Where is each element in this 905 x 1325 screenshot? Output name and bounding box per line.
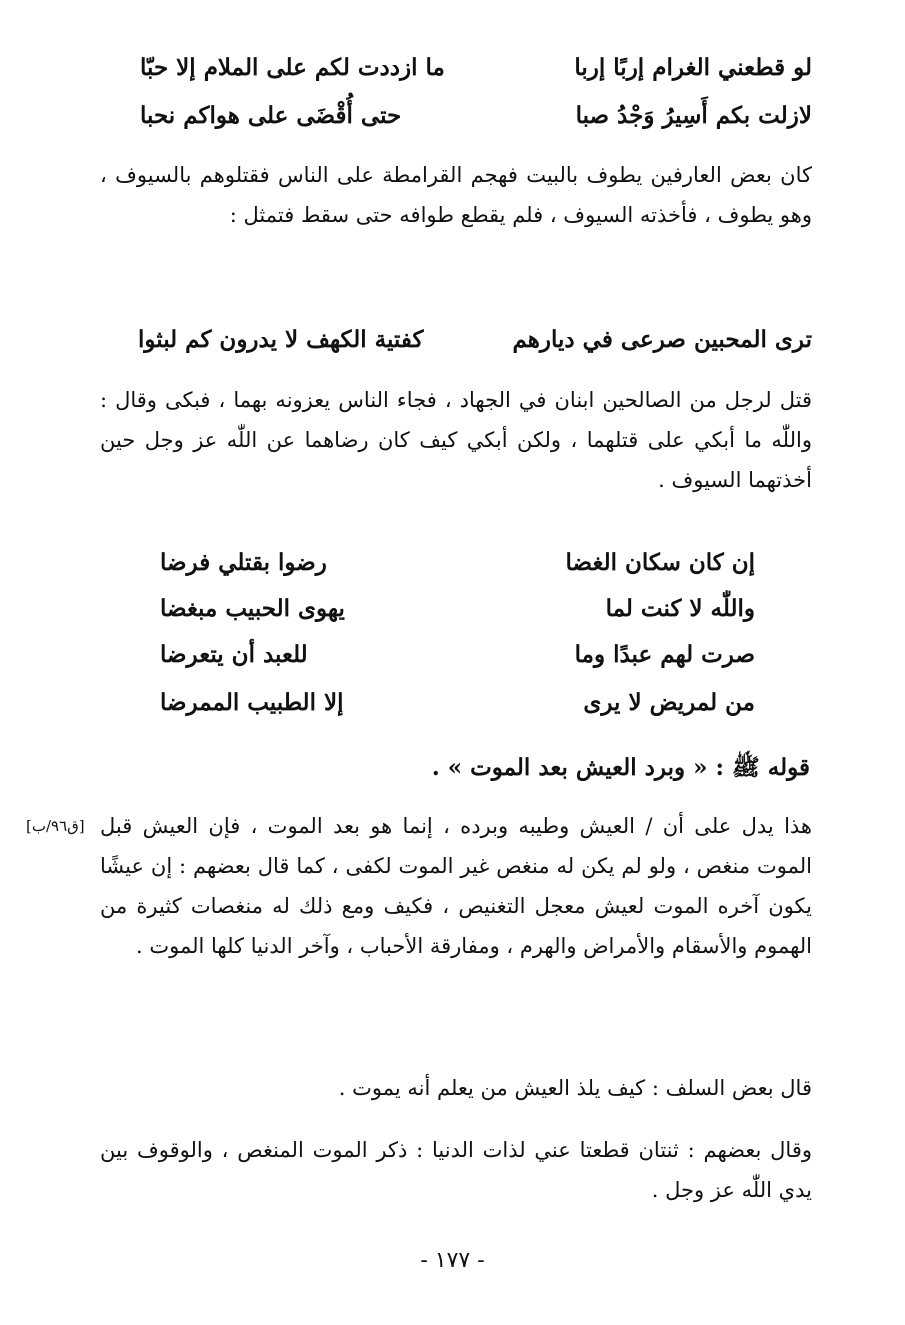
verse-line: [0, 320, 905, 360]
verse-second-hemistich: إلا الطبيب الممرضا: [160, 689, 344, 716]
verse-first-hemistich: واللّٰه لا كنت لما: [605, 595, 755, 622]
paragraph: قتل لرجل من الصالحين ابنان في الجهاد ، فجاء الناس يعزونه بهما ، فبكى وقال : واللّٰه ما أبكي على قتلهما ، ولكن أبكي كيف كان رضاهما عن اللّٰه عز وجل حين أخذتهما السيوف .: [100, 388, 812, 492]
page-number: - ١٧٧ -: [420, 1248, 485, 1273]
verse-second-hemistich: يهوى الحبيب مبغضا: [160, 595, 345, 622]
section-heading: قوله ﷺ : « وبرد العيش بعد الموت » .: [431, 754, 810, 781]
verse-second-hemistich: رضوا بقتلي فرضا: [160, 549, 327, 576]
verse-first-hemistich: ترى المحبين صرعى في ديارهم: [512, 326, 812, 353]
verse-line: [0, 543, 905, 583]
paragraph: هذا يدل على أن / العيش وطيبه وبرده ، إنما هو بعد الموت ، فإن العيش قبل الموت منغص ، ولو لم يكن له منغص غير الموت لكفى ، كما قال بعضهم : إن عيشًا يكون آخره الموت لعيش معجل التغنيص ، فكيف ومع ذلك له منغصات كثيرة من الهموم والأسقام والأمراض والهرم ، ومفارقة الأحباب ، وآخر الدنيا كلها الموت .: [100, 814, 812, 958]
verse-line: [0, 683, 905, 723]
verse-line: [0, 589, 905, 629]
verse-second-hemistich: للعبد أن يتعرضا: [160, 641, 308, 668]
verse-first-hemistich: من لمريض لا يرى: [583, 689, 755, 716]
verse-first-hemistich: لو قطعني الغرام إربًا إربا: [574, 54, 812, 81]
margin-note: [ق٩٦/ب]: [26, 817, 85, 835]
paragraph: قال بعض السلف : كيف يلذ العيش من يعلم أنه يموت .: [338, 1076, 812, 1100]
verse-line: [0, 635, 905, 675]
paragraph: وقال بعضهم : ثنتان قطعتا عني لذات الدنيا : ذكر الموت المنغص ، والوقوف بين يدي اللّٰه عز وجل .: [100, 1138, 812, 1202]
verse-line: [0, 48, 905, 88]
verse-second-hemistich: كفتية الكهف لا يدرون كم لبثوا: [138, 326, 424, 353]
verse-second-hemistich: حتى أُقْضَى على هواكم نحبا: [140, 102, 402, 129]
verse-first-hemistich: لازلت بكم أَسِيرُ وَجْدُ صبا: [575, 102, 812, 129]
verse-first-hemistich: إن كان سكان الغضا: [565, 549, 755, 576]
verse-first-hemistich: صرت لهم عبدًا وما: [574, 641, 755, 668]
paragraph: كان بعض العارفين يطوف بالبيت فهجم القرامطة على الناس فقتلوهم بالسيوف ، وهو يطوف ، فأخذته السيوف ، فلم يقطع طوافه حتى سقط فتمثل :: [100, 163, 812, 227]
verse-second-hemistich: ما ازددت لكم على الملام إلا حبّا: [140, 54, 445, 81]
verse-line: [0, 96, 905, 136]
